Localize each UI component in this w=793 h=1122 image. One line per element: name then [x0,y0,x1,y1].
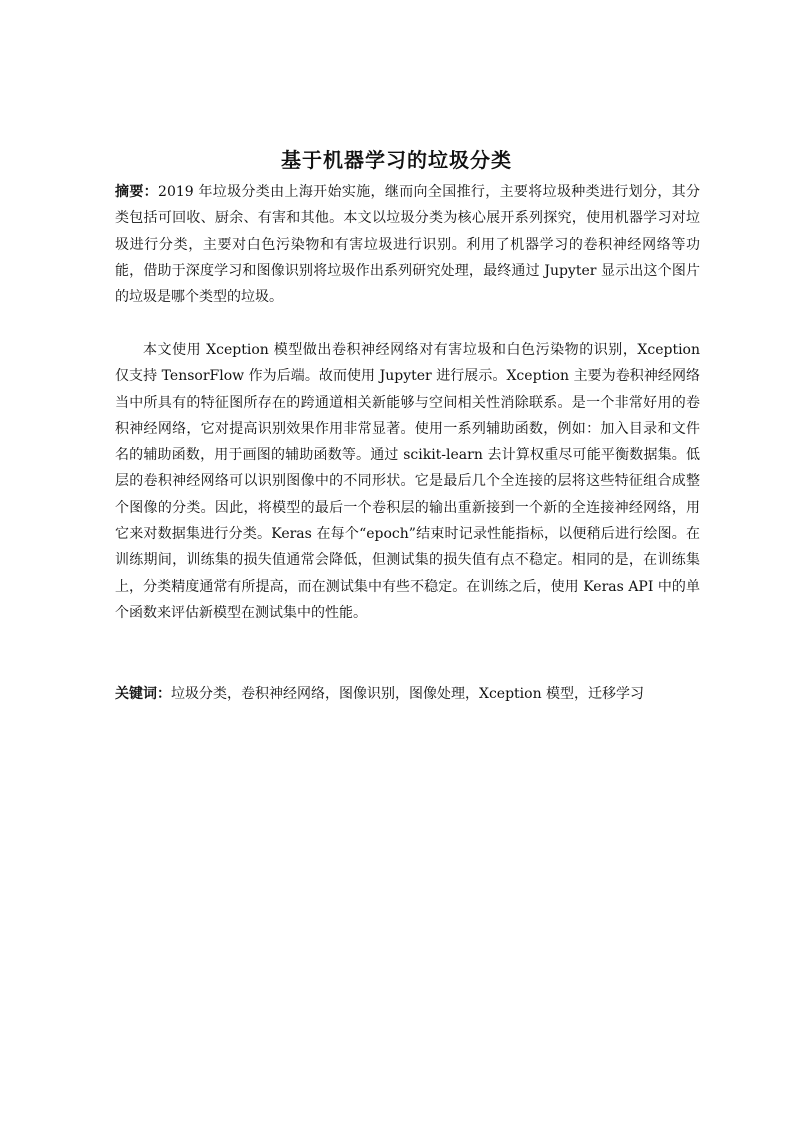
abstract-label: 摘要： [115,184,159,200]
body-paragraph: 本文使用 Xception 模型做出卷积神经网络对有害垃圾和白色污染物的识别，Xception 仅支持 TensorFlow 作为后端。故而使用 Jupyter 进行展示。Xception 主要为卷积神经网络当中所具有的特征图所存在的跨通道相关新能够与空间相关性消除联系。是一个非常好用的卷积神经网络，它对提高识别效果作用非常显著。使用一系列辅助函数，例如：加入目录和文件名的辅助函数，用于画图的辅助函数等。通过 scikit-learn 去计算权重尽可能平衡数据集。低层的卷积神经网络可以识别图像中的不同形状。它是最后几个全连接的层将这些特征组合成整个图像的分类。因此，将模型的最后一个卷积层的输出重新接到一个新的全连接神经网络，用它来对数据集进行分类。Keras 在每个“epoch”结束时记录性能指标，以便稍后进行绘图。在训练期间，训练集的损失值通常会降低，但测试集的损失值有点不稳定。相同的是，在训练集上，分类精度通常有所提高，而在测试集中有些不稳定。在训练之后，使用 Keras API 中的单个函数来评估新模型在测试集中的性能。 [115,342,700,621]
abstract-text: 2019 年垃圾分类由上海开始实施，继而向全国推行，主要将垃圾种类进行划分，其分类包括可回收、厨余、有害和其他。本文以垃圾分类为核心展开系列探究，使用机器学习对垃圾进行分类，主要对白色污染物和有害垃圾进行识别。利用了机器学习的卷积神经网络等功能，借助于深度学习和图像识别将垃圾作出系列研究处理，最终通过 Jupyter 显示出这个图片的垃圾是哪个类型的垃圾。 [115,184,701,306]
paper-title: 基于机器学习的垃圾分类 [281,148,512,172]
keywords-line [115,681,700,707]
abstract-paragraph [115,179,700,310]
keywords-text: 垃圾分类，卷积神经网络，图像识别，图像处理，Xception 模型，迁移学习 [171,686,645,702]
keywords-label: 关键词： [115,686,171,702]
